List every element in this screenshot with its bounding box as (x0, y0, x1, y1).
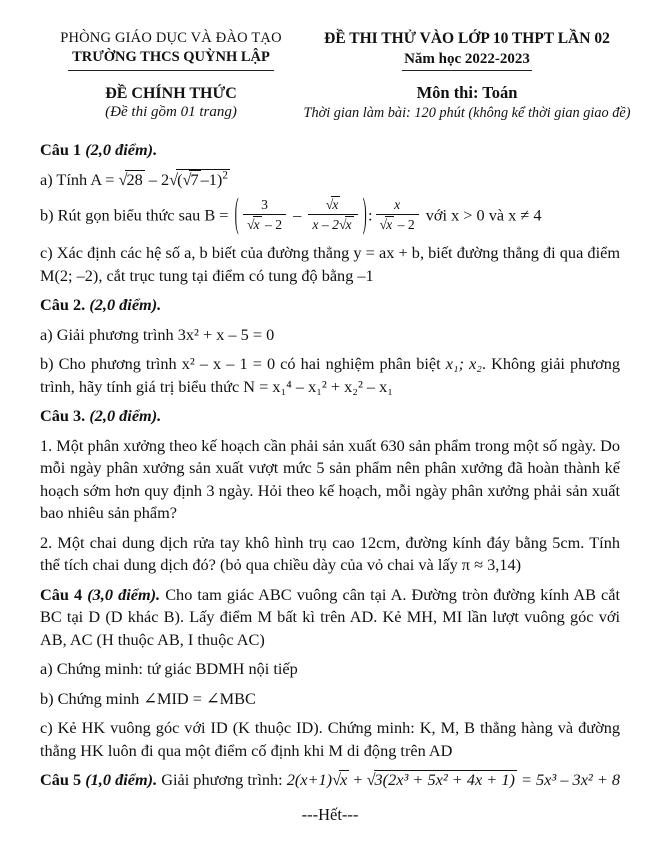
denominator (308, 214, 357, 233)
denominator (376, 214, 419, 233)
q4-intro-text: Cho tam giác ABC vuông cân tại A. Đường tròn đường kính AB cắt BC tại D (D khác B). Lấy điểm M bất kì trên AD. Kẻ MH, MI lần lượt vuông góc với AB, AC (H thuộc AB, I thuộc AC) (40, 584, 620, 649)
denominator (243, 214, 286, 233)
question-points: (2,0 điểm). (89, 406, 162, 426)
radicand: x (386, 217, 393, 233)
question-2b (40, 353, 620, 398)
q1a-prefix: a) Tính A = (40, 169, 119, 189)
official-exam-label: ĐỀ CHÍNH THỨC (105, 85, 237, 102)
fraction (376, 196, 419, 233)
question-number: Câu 1 (40, 140, 86, 159)
question-3-part1: 1. Một phân xưởng theo kế hoạch cần phải sản xuất 630 sản phẩm trong một số ngày. Do mỗi ngày phân xưởng sản xuất vượt mức 5 sản phẩm nên phân xưởng đã hoàn thành kế hoạch sớm hơn quy định 3 ngày. Hỏi theo kế hoạch, mỗi ngày phân xưởng phải sản xuất bao nhiêu sản phẩm? (40, 435, 620, 523)
radicand: x (345, 217, 352, 233)
numerator (308, 196, 357, 214)
q1b-condition: với x > 0 và x ≠ 4 (421, 205, 542, 225)
plus-sign: + (349, 770, 367, 790)
exam-body (0, 122, 658, 826)
big-open-paren: ( (234, 188, 239, 237)
question-3-part2: 2. Một chai dung dịch rửa tay khô hình trụ cao 12cm, đường kính đáy bằng 5cm. Tính thể tích chai dung dịch đó? (bỏ qua chiều dày của vỏ chai và lấy π ≈ 3,14) (40, 532, 620, 575)
q1a-open-paren: ( (177, 169, 183, 189)
q2b-part1: b) Cho phương trình x² – x – 1 = 0 có hai nghiệm phân biệt (40, 354, 446, 374)
sqrt-radical (326, 196, 341, 213)
exam-header (0, 0, 658, 122)
minus-sign: – (289, 205, 306, 225)
radicand: x (332, 197, 339, 212)
q2b-part2: . Không giải phương trình, hãy tính giá trị biểu thức N = x₁⁴ – x₁² + x₂² – x₁ (40, 354, 621, 396)
sqrt-radical (119, 169, 145, 192)
sqrt-radical (183, 170, 201, 189)
department-name: PHÒNG GIÁO DỤC VÀ ĐÀO TẠO (60, 30, 282, 46)
question-number: Câu 3. (40, 406, 90, 426)
question-points: (1,0 điểm). (85, 770, 158, 790)
end-of-exam-marker: ---Hết--- (301, 804, 359, 824)
sqrt-radical (247, 216, 262, 233)
question-points: (2,0 điểm). (85, 140, 158, 159)
numerator: x (394, 197, 401, 212)
question-2a: a) Giải phương trình 3x² + x – 5 = 0 (40, 324, 275, 344)
header-right-column (302, 30, 632, 122)
q1b-prefix: b) Rút gọn biểu thức sau B = (40, 205, 233, 225)
question-4b: b) Chứng minh ∠MID = ∠MBC (40, 688, 256, 708)
q1a-exponent: 2 (222, 169, 228, 182)
q5-right-side: = 5x³ – 3x² + 8 (516, 770, 621, 790)
denominator-rest: – 2 (394, 217, 415, 233)
exam-subject: Môn thi: Toán (416, 83, 518, 102)
radicand: 28 (126, 169, 143, 189)
q5-term1: 2(x+1) (286, 770, 333, 790)
question-5 (40, 769, 620, 792)
denominator-pre: x – 2 (312, 217, 339, 233)
page-count-note: (Đề thi gồm 01 trang) (105, 104, 237, 120)
q2b-roots: x₁; x₂ (445, 354, 482, 374)
question-number: Câu 4 (40, 584, 88, 604)
radicand (176, 169, 230, 189)
numerator: 3 (261, 197, 268, 212)
sqrt-radical (332, 769, 349, 792)
q1a-middle: – 2 (144, 169, 170, 189)
exam-title: ĐỀ THI THỬ VÀO LỚP 10 THPT LẦN 02 (324, 30, 610, 47)
question-2-title (40, 294, 620, 317)
fraction (308, 196, 357, 233)
question-1-title (40, 139, 620, 162)
q5-prefix: Giải phương trình: (157, 770, 287, 790)
question-number: Câu 2. (40, 295, 90, 315)
school-name: TRƯỜNG THCS QUỲNH LẬP (68, 48, 274, 71)
radicand: 7 (190, 169, 199, 189)
division-colon: : (368, 205, 373, 225)
sqrt-radical (169, 169, 230, 192)
question-points: (2,0 điểm). (89, 295, 162, 315)
header-left-column (40, 30, 302, 122)
sqrt-radical (367, 769, 517, 792)
question-1c: c) Xác định các hệ số a, b biết của đường thẳng y = ax + b, biết đường thẳng đi qua điểm M(2; –2), cắt trục tung tại điểm có tung độ bằng –1 (40, 243, 620, 285)
sqrt-radical (339, 216, 354, 233)
big-close-paren: ) (362, 188, 367, 237)
question-3-title (40, 405, 620, 428)
question-points: (3,0 điểm). (87, 584, 161, 604)
radicand: 3(2x³ + 5x² + 4x + 1) (374, 770, 515, 790)
question-1a (40, 169, 620, 192)
school-year: Năm học 2022-2023 (402, 51, 532, 71)
denominator-rest: – 2 (261, 217, 283, 233)
question-4c: c) Kẻ HK vuông góc với ID (K thuộc ID). Chứng minh: K, M, B thẳng hàng và đường thẳng HK luôn đi qua một điểm cố định khi M di động trên AD (40, 718, 620, 760)
sqrt-radical (380, 216, 395, 233)
radicand: x (253, 217, 260, 233)
question-4a: a) Chứng minh: tứ giác BDMH nội tiếp (40, 659, 298, 679)
fraction (243, 196, 286, 233)
exam-duration: Thời gian làm bài: 120 phút (không kể thời gian giao đề) (303, 105, 631, 121)
question-4-intro (40, 584, 620, 652)
question-number: Câu 5 (40, 770, 86, 790)
q1a-tail: –1) (200, 169, 223, 189)
radicand: x (340, 770, 348, 790)
question-1b (40, 188, 620, 237)
